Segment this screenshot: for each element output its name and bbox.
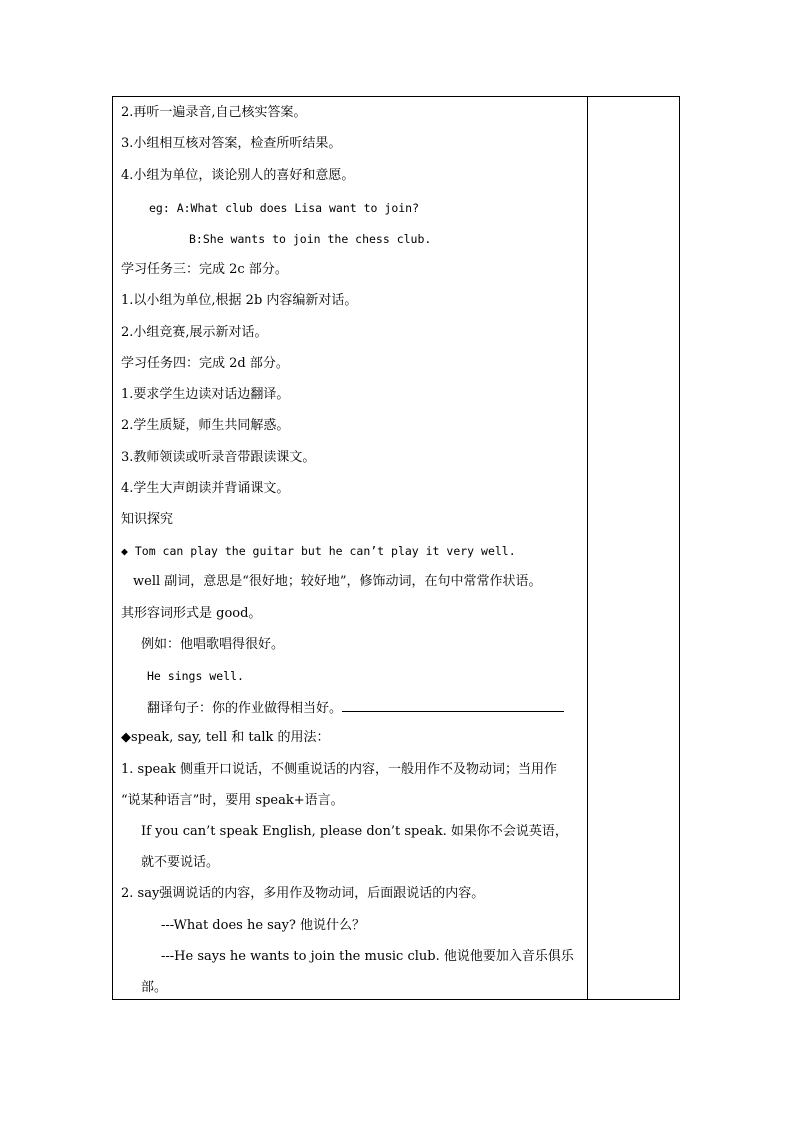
lesson-line: 例如：他唱歌唱得很好。 [141,637,285,652]
lesson-line: 2.学生质疑，师生共同解惑。 [121,418,290,433]
lesson-line: 部。 [141,980,168,995]
lesson-line: 1. speak 侧重开口说话，不侧重说话的内容，一般用作不及物动词；当用作 [121,762,557,777]
section-heading: ◆speak, say, tell 和 talk 的用法： [121,730,330,745]
exercise-prompt: 翻译句子：你的作业做得相当好。 [147,701,343,716]
lesson-line: eg: A:What club does Lisa want to join? [149,201,420,215]
lesson-line: 2. say强调说话的内容，多用作及物动词，后面跟说话的内容。 [121,886,485,901]
lesson-line: 2.小组竞赛,展示新对话。 [121,325,268,340]
lesson-content-cell [113,97,587,999]
lesson-line: He sings well. [147,669,244,683]
section-heading: 知识探究 [121,512,174,527]
lesson-line: If you can’t speak English, please don’t speak. 如果你不会说英语， [141,824,568,839]
lesson-table [112,96,680,1000]
lesson-line: B:She wants to join the chess club. [189,232,432,246]
lesson-line: 1.以小组为单位,根据 2b 内容编新对话。 [121,293,358,308]
lesson-line: “说某种语言”时，要用 speak+语言。 [121,793,344,808]
lesson-line: 学习任务四：完成 2d 部分。 [121,356,289,371]
lesson-line: 就不要说话。 [141,855,220,870]
lesson-line: 3.小组相互核对答案，检查所听结果。 [121,136,342,151]
translation-exercise [147,699,564,717]
lesson-line: ◆ Tom can play the guitar but he can’t play it very well. [121,544,516,558]
notes-cell [587,97,679,999]
lesson-line: 2.再听一遍录音,自己核实答案。 [121,105,307,120]
lesson-line: 1.要求学生边读对话边翻译。 [121,387,290,402]
lesson-line: well 副词，意思是“很好地；较好地”，修饰动词，在句中常常作状语。 [133,574,542,589]
lesson-line: 其形容词形式是 good。 [121,606,262,621]
lesson-line: 4.小组为单位，谈论别人的喜好和意愿。 [121,168,355,183]
lesson-line: ---What does he say? 他说什么？ [161,918,366,933]
lesson-line: 3.教师领读或听录音带跟读课文。 [121,450,316,465]
lesson-line: 4.学生大声朗读并背诵课文。 [121,481,290,496]
answer-blank[interactable] [342,699,564,712]
lesson-line: 学习任务三：完成 2c 部分。 [121,262,288,277]
lesson-line: ---He says he wants to join the music club. 他说他要加入音乐俱乐 [161,949,574,964]
